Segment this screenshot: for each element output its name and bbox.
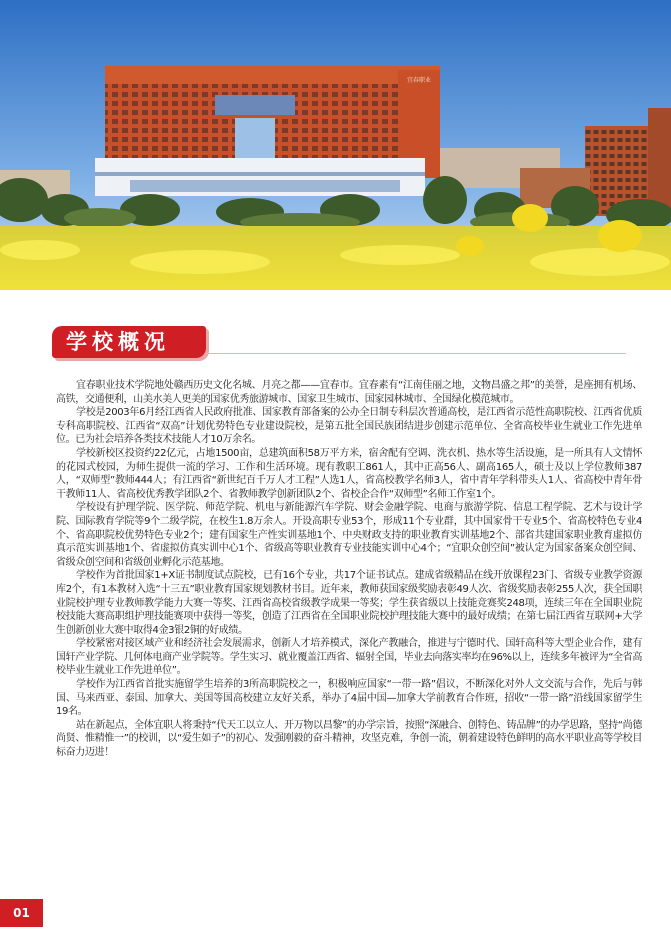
paragraph: 学校新校区投资约22亿元，占地1500亩，总建筑面积58万平方米，宿舍配有空调、洗衣机、热水等生活设施，是一所具有人文情怀的花园式校园，为师生提供一流的学习、工作和生活环境。现有教职工861人，其中正高56人、副高165人，硕士及以上学位教师387人，“双师型”教师444人；有江西省“新世纪百千万人才工程”人选1人，省高校教学名师3人，省中青年学科带头人1人、省高校中青年骨干教师11人、省高校优秀教学团队2个、省教师教学创新团队2个、省校企合作“双师型”名师工作室1个。 xyxy=(56,447,642,500)
body-text xyxy=(56,379,642,760)
building-sign: 宜春职业 xyxy=(406,77,432,84)
campus-photo xyxy=(0,0,671,300)
paragraph: 学校是2003年6月经江西省人民政府批准、国家教育部备案的公办全日制专科层次普通高校，是江西省示范性高职院校、江西省优质专科高职院校、江西省“双高”计划优势特色专业建设院校，是第五批全国民族团结进步创建示范单位、全省高校毕业生就业工作先进单位。已为社会培养各类技术技能人才10万余名。 xyxy=(56,407,642,446)
paragraph: 学校紧密对接区域产业和经济社会发展需求，创新人才培养模式，深化产教融合，推进与宁德时代、国轩高科等大型企业合作，建有国轩产业学院、几何体电商产业学院等。学生实习、就业覆盖江西省、辐射全国，毕业去向落实率均在96%以上，连续多年被评为“全省高校毕业生就业工作先进单位”。 xyxy=(56,638,642,677)
section-heading xyxy=(52,326,206,358)
campus-illustration xyxy=(0,0,671,300)
heading-divider xyxy=(206,353,626,354)
section-title: 学校概况 xyxy=(66,330,170,354)
paragraph: 学校作为江西省首批实施留学生培养的3所高职院校之一，积极响应国家“一带一路”倡议，不断深化对外人文交流与合作，先后与韩国、马来西亚、泰国、加拿大、美国等国高校建立友好关系，举办了4届中国—加拿大学前教育合作班，招收“一带一路”沿线国家留学生19名。 xyxy=(56,679,642,718)
paragraph: 学校作为首批国家1+X证书制度试点院校，已有16个专业，共17个证书试点。建成省级精品在线开放课程23门、省级专业教学资源库2个，有1本教材入选“十三五”职业教育国家规划教材书目。近年来，教师获国家级奖励表彰49人次、省级奖励表彰255人次，获全国职业院校护理专业教师教学能力大赛一等奖、江西省高校省级教学成果一等奖；学生获省级以上技能竞赛奖248项，连续三年在全国职业院校技能大赛高职组护理技能赛项中获得一等奖，创造了江西省在全国职业院校护理技能大赛中的最好成绩；在第七届江西省互联网+大学生创新创业大赛中取得4金3银2铜的好成绩。 xyxy=(56,570,642,636)
paragraph: 站在新起点，全体宜职人将秉持“代天工以立人、开万物以昌黎”的办学宗旨，按照“深融合、创特色、铸品牌”的办学思路，坚持“尚德尚贤、惟精惟一”的校训，以“爱生如子”的初心、发强刚毅的奋斗精神，攻坚克难，争创一流，朝着建设特色鲜明的高水平职业高等学校目标奋力迈进！ xyxy=(56,719,642,759)
paragraph: 学校设有护理学院、医学院、师范学院、机电与新能源汽车学院、财会金融学院、电商与旅游学院、信息工程学院、艺术与设计学院、国际教育学院等9个二级学院，在校生1.8万余人。开设高职专业53个，形成11个专业群，其中国家骨干专业5个、省高校特色专业4个、省高职院校优势特色专业2个；建有国家生产性实训基地1个、中央财政支持的职业教育实训基地2个、部省共建国家职业教育虚拟仿真示范实训基地1个、省虚拟仿真实训中心1个、省级高等职业教育专业技能实训中心4个；“宜职众创空间”被认定为国家备案众创空间、省级众创空间和省级创业孵化示范基地。 xyxy=(56,502,642,568)
paragraph: 宜春职业技术学院地处赣西历史文化名城、月亮之都——宜春市。宜春素有“江南佳丽之地，文物昌盛之邦”的美誉，是座拥有机场、高铁，交通便利，山美水美人更美的国家优秀旅游城市、国家卫生城市、国家园林城市、全国绿化模范城市。 xyxy=(56,380,642,405)
page-number: 01 xyxy=(0,899,43,927)
